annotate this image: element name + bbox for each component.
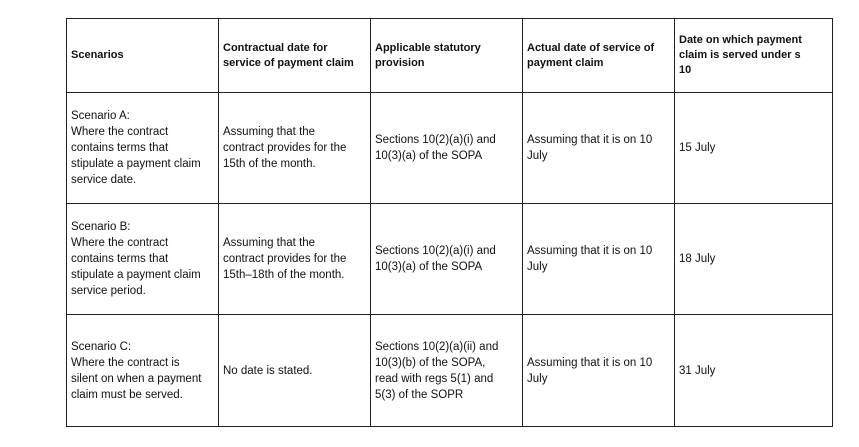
cell-line: silent on when a payment <box>71 372 202 385</box>
cell-line: Assuming that the <box>223 237 316 249</box>
header-line: service of payment claim <box>223 56 354 69</box>
cell-served-date <box>675 93 833 204</box>
cell-line: 10(3)(a) of the SOPA <box>375 150 483 162</box>
cell-line: 10(3)(b) of the SOPA, <box>375 356 486 369</box>
cell-served-date <box>675 315 833 427</box>
cell-line: 15th–18th of the month. <box>223 269 345 281</box>
cell-statutory-provision <box>371 204 523 315</box>
cell-statutory-provision <box>371 93 523 204</box>
scenarios-table <box>66 18 833 427</box>
cell-served-date <box>675 204 833 315</box>
cell-line: July <box>527 261 548 273</box>
cell-contractual-date <box>219 93 371 204</box>
cell-actual-date <box>523 315 675 427</box>
cell-line: Assuming that it is on 10 <box>527 245 653 257</box>
cell-line: Where the contract <box>71 237 169 249</box>
cell-line: Sections 10(2)(a)(i) and <box>375 134 496 146</box>
cell-actual-date <box>523 93 675 204</box>
cell-line: claim must be served. <box>71 388 183 401</box>
cell-line: service period. <box>71 285 146 297</box>
cell-line: No date is stated. <box>223 364 313 377</box>
header-row <box>67 19 833 93</box>
cell-line: contract provides for the <box>223 142 347 154</box>
cell-line: 31 July <box>679 364 716 377</box>
cell-line: Where the contract is <box>71 356 180 369</box>
header-served-date <box>675 19 833 93</box>
cell-line: Assuming that it is on 10 <box>527 356 653 369</box>
header-line: 10 <box>679 64 692 76</box>
header-line: Actual date of service of <box>527 41 655 54</box>
cell-line: Scenario B: <box>71 221 131 233</box>
cell-scenario <box>67 315 219 427</box>
header-line: Date on which payment <box>679 34 802 46</box>
header-contractual-date <box>219 19 371 93</box>
cell-contractual-date <box>219 204 371 315</box>
cell-actual-date <box>523 204 675 315</box>
header-scenarios <box>67 19 219 93</box>
cell-line: Sections 10(2)(a)(i) and <box>375 245 496 257</box>
header-line: Scenarios <box>71 49 124 61</box>
cell-line: read with regs 5(1) and <box>375 372 494 385</box>
header-line: claim is served under s <box>679 49 801 61</box>
cell-line: 15 July <box>679 142 716 154</box>
cell-line: July <box>527 372 548 385</box>
cell-line: contains terms that <box>71 253 169 265</box>
cell-scenario <box>67 204 219 315</box>
header-line: payment claim <box>527 56 604 69</box>
cell-line: Scenario A: <box>71 110 130 122</box>
cell-contractual-date <box>219 315 371 427</box>
cell-line: stipulate a payment claim <box>71 269 201 281</box>
table-row-scenario-b <box>67 204 833 315</box>
cell-line: 15th of the month. <box>223 158 316 170</box>
cell-line: contains terms that <box>71 142 169 154</box>
cell-line: service date. <box>71 174 137 186</box>
cell-line: Scenario C: <box>71 340 132 353</box>
cell-line: Sections 10(2)(a)(ii) and <box>375 340 499 353</box>
cell-line: Assuming that it is on 10 <box>527 134 653 146</box>
table-row-scenario-a <box>67 93 833 204</box>
cell-statutory-provision <box>371 315 523 427</box>
cell-line: 10(3)(a) of the SOPA <box>375 261 483 273</box>
cell-line: Where the contract <box>71 126 169 138</box>
cell-line: Assuming that the <box>223 126 316 138</box>
table-row-scenario-c <box>67 315 833 427</box>
header-actual-date <box>523 19 675 93</box>
cell-line: 18 July <box>679 253 716 265</box>
header-statutory-provision <box>371 19 523 93</box>
cell-line: 5(3) of the SOPR <box>375 388 464 401</box>
header-line: Contractual date for <box>223 41 328 54</box>
cell-scenario <box>67 93 219 204</box>
cell-line: stipulate a payment claim <box>71 158 201 170</box>
header-line: Applicable statutory <box>375 41 481 54</box>
header-line: provision <box>375 56 425 69</box>
cell-line: contract provides for the <box>223 253 347 265</box>
cell-line: July <box>527 150 548 162</box>
